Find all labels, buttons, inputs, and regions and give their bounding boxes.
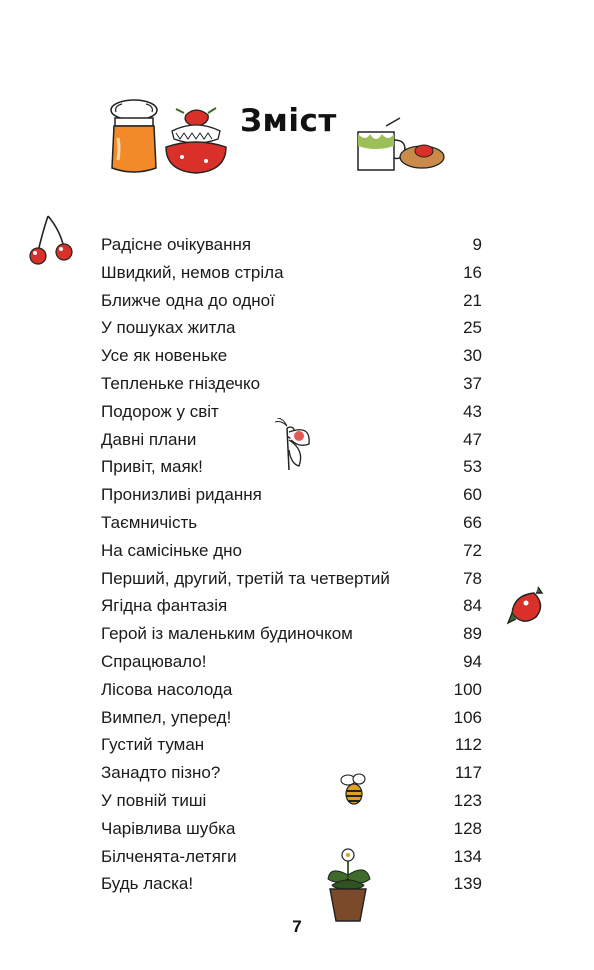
toc-entry-title: Таємничість [101,512,198,532]
toc-entry-page: 139 [453,874,482,894]
toc-entry-page: 9 [472,235,482,254]
toc-entry [101,592,482,620]
toc-entry-title: Давні плани [101,429,197,449]
toc-entry-title: Білченята-летяги [101,846,237,866]
toc-entry [101,843,482,871]
toc-entry-page: 123 [453,790,482,810]
page-number: 7 [292,917,302,936]
toc-entry-page: 134 [453,846,482,866]
page-title: Зміст [240,103,337,139]
rosehip-icon [504,583,550,631]
jam-jar-icon [106,98,162,176]
toc-entry-title: Пронизливі ридання [101,485,262,505]
toc-entry-title: Лісова насолода [101,679,233,699]
toc-entry [101,509,482,537]
toc-entry-page: 66 [463,512,482,532]
toc-entry-page: 106 [453,707,482,727]
toc-entry-title: Вимпел, уперед! [101,707,232,727]
toc-entry-title: У повній тиші [101,790,207,810]
toc-entry-title: Привіт, маяк! [101,457,203,477]
toc-entry-title: Чарівлива шубка [101,818,236,838]
toc-entry-page: 53 [463,457,482,477]
toc-entry [101,648,482,676]
toc-entry-page: 84 [463,596,482,616]
toc-entry-page: 47 [463,429,482,449]
toc-entry [101,426,482,454]
toc-entry-page: 21 [463,290,482,310]
toc-entry [101,676,482,704]
cookie-icon [398,137,446,171]
toc-entry-page: 94 [463,651,482,671]
toc-entry [101,759,482,787]
toc-entry [101,453,482,481]
toc-entry [101,398,482,426]
toc-entry-title: Швидкий, немов стріла [101,262,284,282]
toc-entry-title: Ягідна фантазія [101,596,228,616]
toc-entry [101,481,482,509]
toc-entry [101,787,482,815]
toc-entry-title: Подорож у світ [101,401,219,421]
toc-entry-page: 78 [463,568,482,588]
toc-entry-title: На самісіньке дно [101,540,242,560]
toc-entry-title: Ближче одна до одної [101,290,275,310]
toc-entry-title: Занадто пізно? [101,763,221,783]
toc-entry-title: Перший, другий, третій та четвертий [101,568,390,588]
toc-entry-page: 43 [463,401,482,421]
toc-entry-page: 100 [453,679,482,699]
toc-entry-page: 16 [463,262,482,282]
toc-entry [101,565,482,593]
toc-entry-title: Радісне очікування [101,235,252,254]
toc-entry [101,342,482,370]
toc-entry [101,815,482,843]
toc-entry-page: 37 [463,373,482,393]
toc-entry-title: Густий туман [101,735,205,755]
toc-entry [101,704,482,732]
berry-bowl-icon [162,103,230,177]
toc-entry [101,259,482,287]
toc-entry-page: 25 [463,318,482,338]
toc-entry-page: 72 [463,540,482,560]
cherry-icon [26,212,76,268]
toc-entry-title: Герой із маленьким будиночком [101,624,353,644]
toc-entry-title: Тепленьке гніздечко [101,373,261,393]
toc-entry-page: 128 [453,818,482,838]
toc-entry-title: Спрацювало! [101,651,207,671]
toc-entry [101,731,482,759]
toc-entry [101,370,482,398]
toc-entry [101,231,482,259]
toc-entry-title: У пошуках житла [101,318,236,338]
toc-entry [101,870,482,898]
toc-entry [101,314,482,342]
toc-entry-page: 60 [463,485,482,505]
toc-entry [101,537,482,565]
toc-entry [101,620,482,648]
toc-entry-title: Усе як новеньке [101,346,228,366]
toc-entry [101,287,482,315]
toc-entry-page: 117 [454,763,482,783]
toc-entry-page: 89 [463,624,482,644]
toc-entry-page: 30 [463,346,482,366]
toc-entry-page: 112 [454,735,482,755]
toc-entry-title: Будь ласка! [101,874,194,894]
table-of-contents [101,231,482,898]
